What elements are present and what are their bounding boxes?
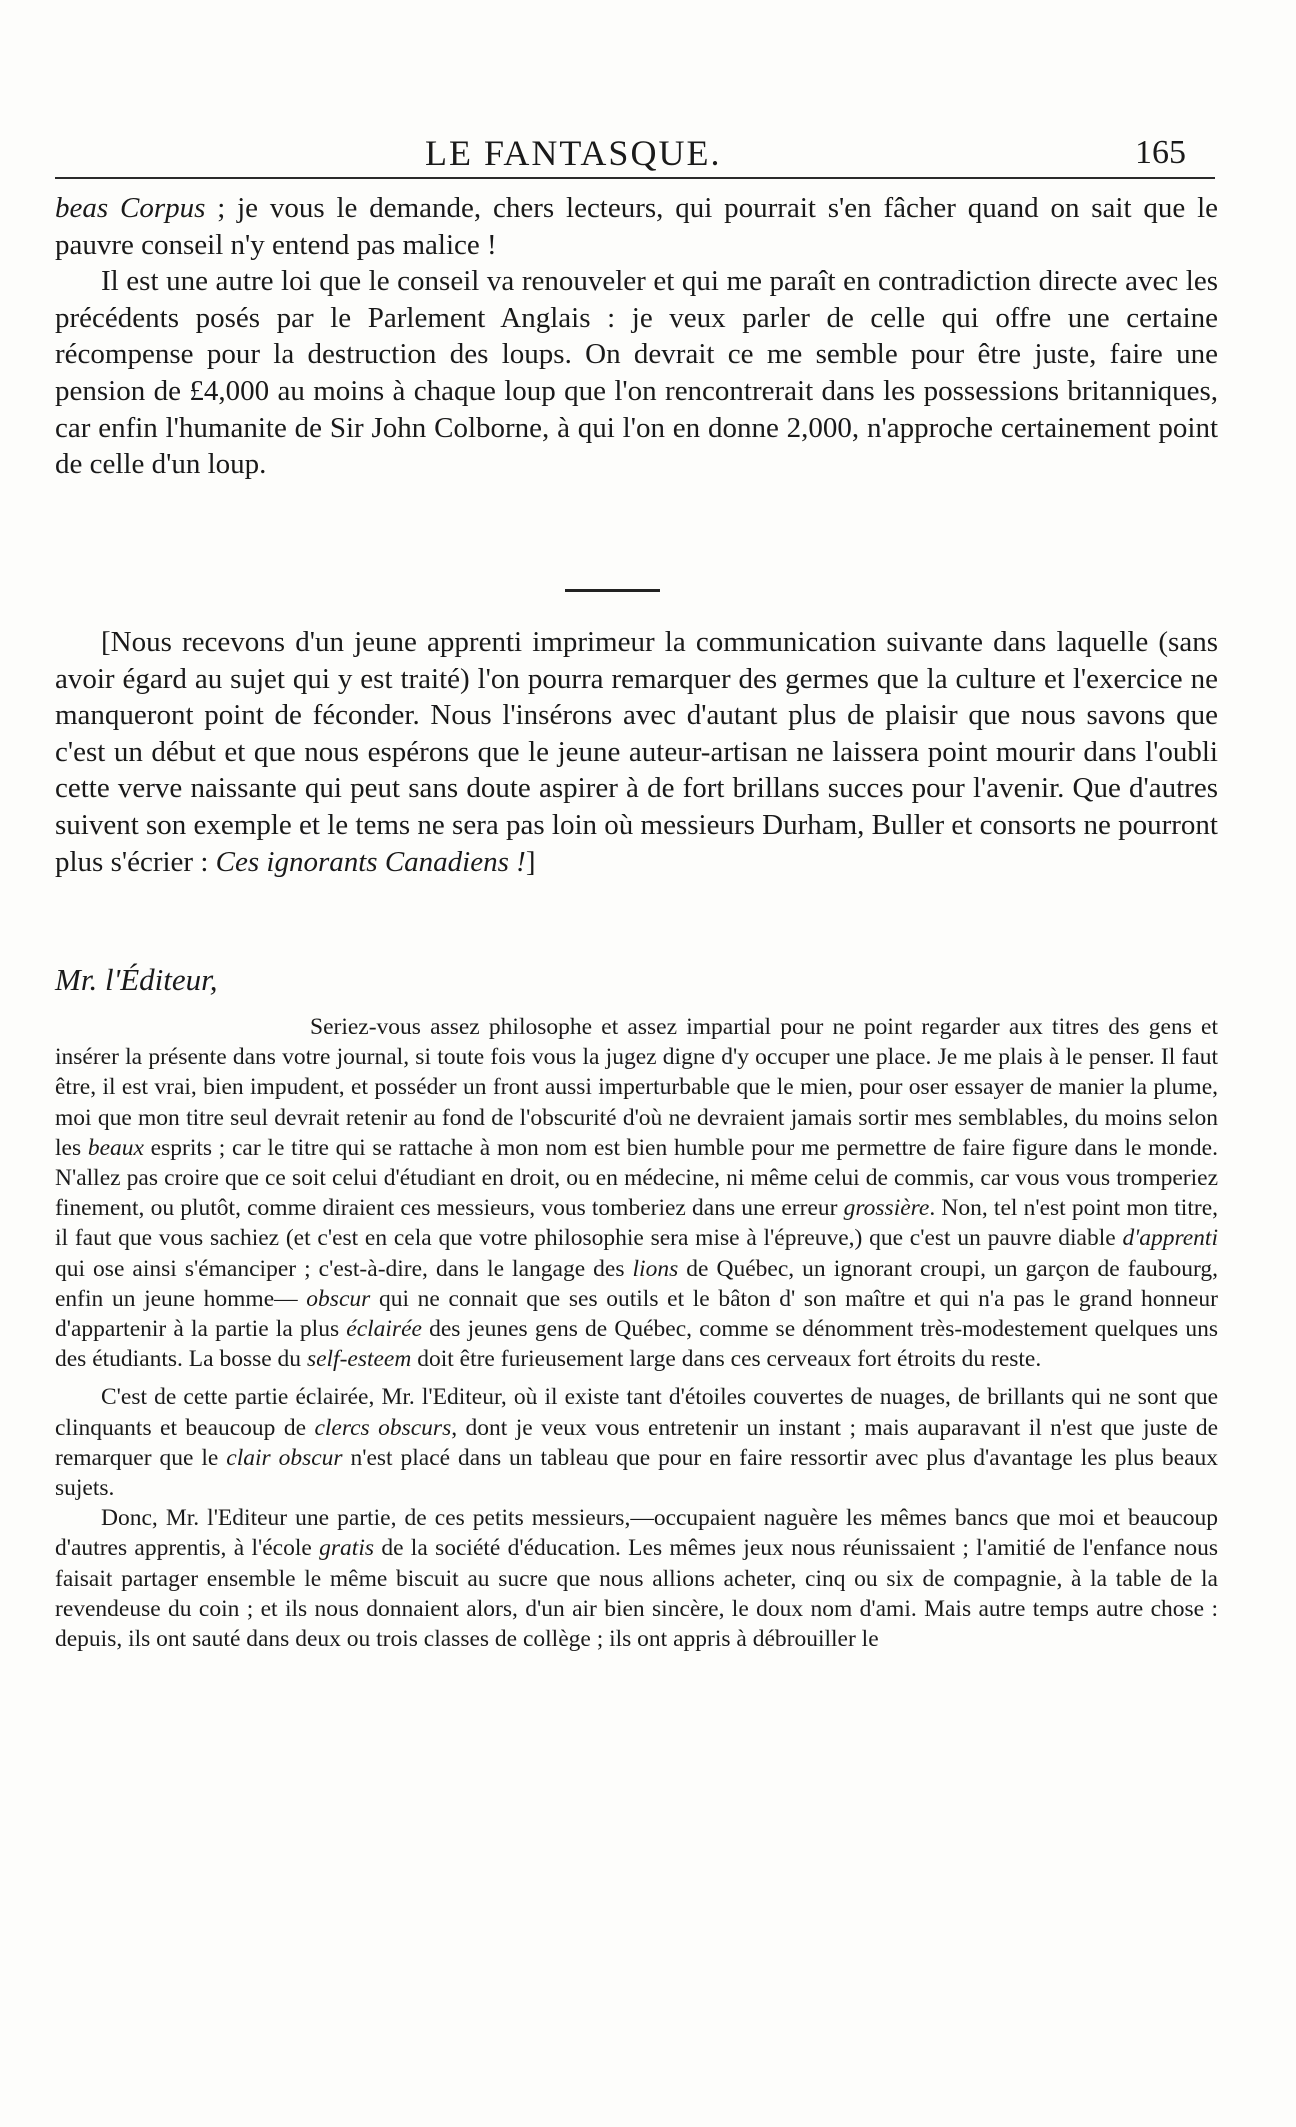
page-number: 165 [1135,134,1186,171]
letter-italic: obscur [306,1285,371,1312]
paragraph-gap [55,1374,1218,1382]
paragraph-italic: beas Corpus [55,192,206,224]
paragraph-wolves-law: Il est une autre loi que le conseil va renouveler et qui me paraît en contradiction directe avec les précédents posés par le Parlement Anglais : je veux parler de celle qui offre une certaine récompense pour la destruction des loups. On devrait ce me semble pour être juste, faire une pension de £4,000 au moins à chaque loup que l'on rencontrerait dans les possessions britanniques, car enfin l'humanite de Sir John Colborne, à qui l'on en donne 2,000, n'approche certainement point de celle d'un loup. [55,265,1218,481]
editor-note-italic: Ces ignorants Canadiens ! [215,845,526,878]
letter-italic: grossière [843,1195,930,1222]
letter-text: qui ne connait que ses outils et le bâton d' son maître et qui n'a pas le grand honneur d'appartenir à la partie la plus [55,1285,1218,1343]
letter-italic: gratis [319,1535,374,1562]
section-editor-note [55,624,1218,880]
letter-italic: d'apprenti [1122,1225,1218,1252]
header-rule [55,177,1215,179]
editor-note-text: [Nous recevons d'un jeune apprenti imprimeur la communication suivante dans laquelle (sans avoir égard au sujet qui y est traité) l'on pourra remarquer des germes que la culture et l'exercice ne manqueront point de féconder. Nous l'insérons avec d'autant plus de plaisir que nous savons que c'est un début et que nous espérons que le jeune auteur-artisan ne laissera point mourir dans l'oubli cette verve naissante qui peut sans doute aspirer à de fort brillans succes pour l'avenir. Que d'autres suivent son exemple et le tems ne sera pas loin où messieurs Durham, Buller et consorts ne pourront plus s'écrier : [55,626,1218,878]
running-title: LE FANTASQUE. [425,133,722,173]
letter-text: de Québec, un ignorant croupi, un garçon de faubourg, enfin un jeune homme— [55,1255,1218,1312]
letter-paragraph-1 [55,1012,1218,1374]
letter-paragraph-3 [55,1503,1218,1654]
letter-italic: beaux [87,1134,144,1161]
letter-italic: éclairée [346,1316,422,1343]
letter-text: . Non, tel n'est point mon titre, il faut que vous sachiez (et c'est en cela que votre philosophie sera mise à l'épreuve,) que c'est un pauvre diable [55,1195,1218,1252]
letter-text: Donc, Mr. l'Editeur une partie, de ces petits messieurs,—occupaient naguère les mêmes bancs que moi et beaucoup d'autres apprentis, à l'école [55,1505,1218,1562]
letter-italic: clercs obscurs [314,1414,452,1441]
letter-paragraph-2 [55,1382,1218,1503]
letter-italic: self-esteem [306,1346,412,1373]
paragraph-text: ; je vous le demande, chers lecteurs, qui pourrait s'en fâcher quand on sait que le pauvre conseil n'y entend pas malice ! [55,192,1218,261]
letter-text: esprits ; car le titre qui se rattache à mon nom est bien humble pour me permettre de faire figure dans le monde. N'allez pas croire que ce soit celui d'étudiant en droit, ou en médecine, ni même celui de commis, car vous vous tromperiez finement, ou plutôt, comme diraient ces messieurs, vous tomberiez dans une erreur [55,1134,1218,1222]
section-article-end [55,190,1218,483]
section-divider [565,589,660,592]
paragraph-editor-note [55,624,1218,880]
letter-text: , dont je veux vous entretenir un instant ; mais auparavant il n'est que juste de remarquer que le [55,1414,1219,1471]
letter-italic: clair obscur [226,1444,343,1471]
letter-text: de la société d'éducation. Les mêmes jeux nous réunissaient ; l'amitié de l'enfance nous faisait partager ensemble le même biscuit au sucre que nous allions acheter, cinq ou six de compagnie, à la table de la revendeuse du coin ; et ils nous donnaient alors, d'un air bien sincère, le doux nom d'ami. Mais autre temps autre chose : depuis, ils ont sauté dans deux ou trois classes de collège ; ils ont appris à débrouiller le [55,1535,1219,1653]
letter-italic: lions [632,1255,679,1282]
letter-text: C'est de cette partie éclairée, Mr. l'Editeur, où il existe tant d'étoiles couvertes de nuages, de brillants qui ne sont que clinquants et beaucoup de [55,1384,1218,1441]
letter-text: doit être furieusement large dans ces cerveaux fort étroits du reste. [411,1346,1042,1373]
editor-note-close: ] [525,845,536,878]
page-header [0,128,1296,178]
section-letter [55,1012,1218,1654]
paragraph-continuation [55,190,1218,263]
letter-text: des jeunes gens de Québec, comme se dénomment très-modestement quelques uns des étudiants. La bosse du [55,1316,1218,1373]
letter-text: Seriez-vous assez philosophe et assez impartial pour ne point regarder aux titres des gens et insérer la présente dans votre journal, si toute fois vous la jugez digne d'y occuper une place. Je me plais à le penser. Il faut être, il est vrai, bien impudent, et posséder un front aussi imperturbable que le mien, pour oser essayer de manier la plume, moi que mon titre seul devrait retenir au fond de l'obscurité d'où ne devraient jamais sortir mes semblables, du moins selon les [55,1014,1218,1161]
letter-text: qui ose ainsi s'émanciper ; c'est-à-dire, dans le langage des [55,1255,633,1282]
letter-text: n'est placé dans un tableau que pour en faire ressortir avec plus d'avantage les plus beaux sujets. [55,1444,1218,1502]
letter-salutation: Mr. l'Éditeur, [55,962,218,997]
